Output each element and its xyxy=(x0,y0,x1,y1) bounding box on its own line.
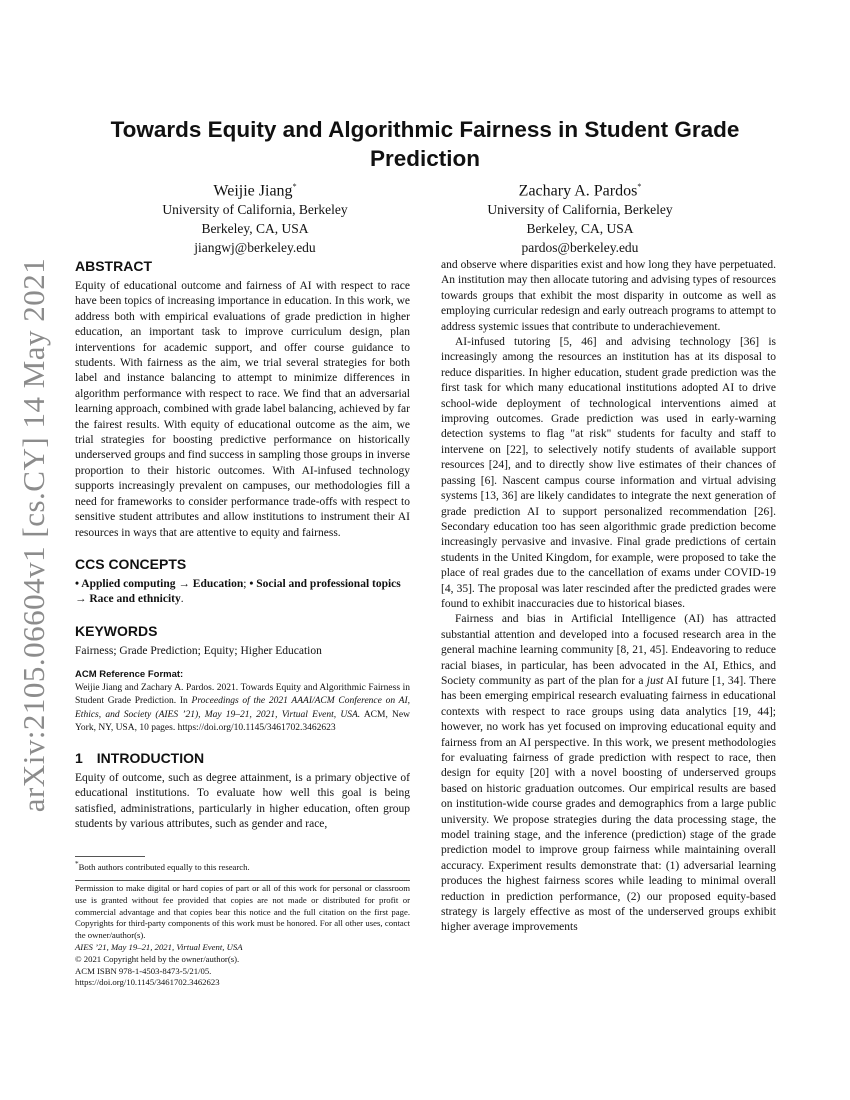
ccs-end: . xyxy=(180,593,184,606)
left-column xyxy=(75,257,410,833)
intro-right-p3 xyxy=(441,612,776,936)
permission-text: Permission to make digital or hard copies of part or all of this work for personal or classroom use is granted without fee provided that copies are not made or distributed for profit or commercial advantage and that copies bear this notice and the full citation on the first page. Copyrights for third-party components of this work must be honored. For all other uses, contact the owner/author(s). xyxy=(75,883,410,941)
footnote-text: Both authors contributed equally to this research. xyxy=(78,861,250,872)
footnote-rule xyxy=(75,856,145,857)
ccs-separator: ; xyxy=(243,577,250,590)
keywords-text: Fairness; Grade Prediction; Equity; Higher Education xyxy=(75,644,322,657)
author-location: Berkeley, CA, USA xyxy=(526,221,634,237)
section-number: 1 xyxy=(75,749,83,766)
paper-title: Towards Equity and Algorithmic Fairness in Student Grade Prediction xyxy=(110,117,740,171)
ccs-concept-2: • Social and professional topics → Race and ethnicity xyxy=(75,577,401,606)
author-block-2 xyxy=(430,177,730,257)
ccs-heading: CCS CONCEPTS xyxy=(75,555,187,572)
intro-right-p3-b: AI future [1, 34]. There has been emerging empirical research evaluating fairness in educational contexts with respect to race groups using data analytics [19, 44]; however, no work has yet focused on improving educational equity and fairness from an AI perspective. In this work, we present methodologies for evaluating fairness of grade prediction with respect to race, then design for equity [20] with a novel boosting of underserved groups based on historic graduation outcomes. Our empirical results are based on institution-wide course grades and demographics from a large public university. We propose strategies during the data processing stage, the model training stage, and the inference (prediction) stage of the grade prediction model to improve group fairness while maintaining overall accuracy. Experiment results demonstrate that: (1) adversarial learning produces the highest fairness scores while leading to minimal overall reduction in prediction performance, (2) our proposed equity-based strategy is largely effective as most of the underserved groups exhibit higher average improvements xyxy=(441,674,776,934)
copyright-line: © 2021 Copyright held by the owner/author(s). xyxy=(75,953,240,964)
author-location: Berkeley, CA, USA xyxy=(201,221,309,237)
intro-right-p3-a: Fairness and bias in Artificial Intelligence (AI) has attracted substantial attention and developed into a focused research area in the general machine learning community [8, 21, 45]. Endeavoring to reduce racial biases, in particular, has been advocated in the AI, Ethics, and Society community as part of the plan for a xyxy=(441,613,776,687)
acm-ref-text-a: Weijie Jiang and Zachary A. Pardos. 2021. Towards Equity and Algorithmic Fairness in Student Grade Prediction. In xyxy=(75,683,410,707)
intro-left-text: Equity of outcome, such as degree attainment, is a primary objective of educational institutions. To evaluate how well this goal is being satisfied, administrations, particularly in higher education, often group students by various attributes, such as gender and race, xyxy=(75,771,410,831)
author-name: Zachary A. Pardos xyxy=(518,182,638,200)
author-email: jiangwj@berkeley.edu xyxy=(194,240,316,256)
author-affiliation: University of California, Berkeley xyxy=(487,202,673,218)
abstract-heading: ABSTRACT xyxy=(75,258,152,274)
permission-block xyxy=(75,883,410,989)
ccs-concepts xyxy=(75,577,410,608)
permission-rule xyxy=(75,880,410,881)
author-mark: * xyxy=(292,182,297,191)
arxiv-stamp-text: arXiv:2105.06604v1 [cs.CY] 14 May 2021 xyxy=(16,257,51,813)
doi-line: https://doi.org/10.1145/3461702.3462623 xyxy=(75,977,220,988)
author-block-1 xyxy=(105,177,405,257)
intro-right-p2: AI-infused tutoring [5, 46] and advising technology [36] is increasingly among the resources an institution has at its disposal to reduce disparities. In higher education, student grade prediction was the first task for which many educational institutions adopted AI to drive school-wide deployment of technological interventions aimed at improving outcomes. Grade prediction was used in early-warning detection systems to flag "at risk" students for faculty and staff to intervene on [22], to selectively notify students of available support resources [24], and to directly show live estimates of their chances of passing [6]. Nascent campus course information and virtual advising systems [13, 36] are likely candidates to integrate the next generation of grade prediction AI to support personalized recommendation [26]. Secondary education too has seen algorithmic grade prediction become increasingly pervasive and invasive. Final grade predictions of certain students in the United Kingdom, for example, were proposed to take the place of real grades due to the cancellation of exams under COVID-19 [4, 35]. The proposal was later rescinded after the predicted grades were found to exhibit inaccuracies due to historical biases. xyxy=(441,336,776,610)
isbn-line: ACM ISBN 978-1-4503-8473-5/21/05. xyxy=(75,965,212,976)
acm-ref-text xyxy=(75,682,410,735)
conference-line: AIES ’21, May 19–21, 2021, Virtual Event, USA xyxy=(75,941,243,952)
author-email: pardos@berkeley.edu xyxy=(521,240,639,256)
right-column xyxy=(441,258,776,936)
footnote-mark: * xyxy=(75,860,79,868)
keywords-heading: KEYWORDS xyxy=(75,622,158,639)
acm-ref-heading: ACM Reference Format: xyxy=(75,669,184,681)
abstract-text: Equity of educational outcome and fairness of AI with respect to race have been topics of increasing importance in education. In this work, we address both with empirical evaluations of grade prediction in higher education, an important task to improve curriculum design, plan interventions for academic support, and offer course guidance to students. With fairness as the aim, we trial several strategies for both label and instance balancing to attempt to minimize differences in algorithm performance with respect to race. We find that an adversarial learning approach, combined with grade label balancing, achieved by far the fairest results. With equity of educational outcome as the aim, we trial strategies for boosting predictive performance on historically underserved groups and find success in sampling those groups in inverse proportion to their historic outcomes. With AI-infused technology supports increasingly prevalent on campuses, our methodologies fill a need for frameworks to consider performance trade-offs with respect to sensitive student attributes and allow institutions to instrument their AI resources in ways that are attentive to equity and fairness. xyxy=(75,280,410,539)
author-mark: * xyxy=(637,182,642,191)
acm-ref-venue: Proceedings of the 2021 AAAI/ACM Conference on AI, Ethics, and Society (AIES ’21), May 19–21, 2021, Virtual Event, USA. xyxy=(75,696,410,720)
intro-right-p1: and observe where disparities exist and how long they have perpetuated. An institution may then allocate tutoring and advising types of resources towards groups that exhibit the most disparity in outcome as well as employing curricular redesign and early outreach programs to attempt to address systemic issues that contribute to underachievement. xyxy=(441,259,776,333)
intro-heading xyxy=(75,749,410,767)
intro-right-p3-em: just xyxy=(646,674,664,687)
author-name: Weijie Jiang xyxy=(213,182,293,200)
author-footnote xyxy=(75,859,410,874)
author-affiliation: University of California, Berkeley xyxy=(162,202,348,218)
arxiv-stamp xyxy=(14,257,54,813)
ccs-concept-1: • Applied computing → Education xyxy=(75,577,244,590)
section-title: INTRODUCTION xyxy=(96,749,205,766)
acm-ref-text-b: ACM, New York, NY, USA, 10 pages. https://doi.org/10.1145/3461702.3462623 xyxy=(75,709,410,733)
